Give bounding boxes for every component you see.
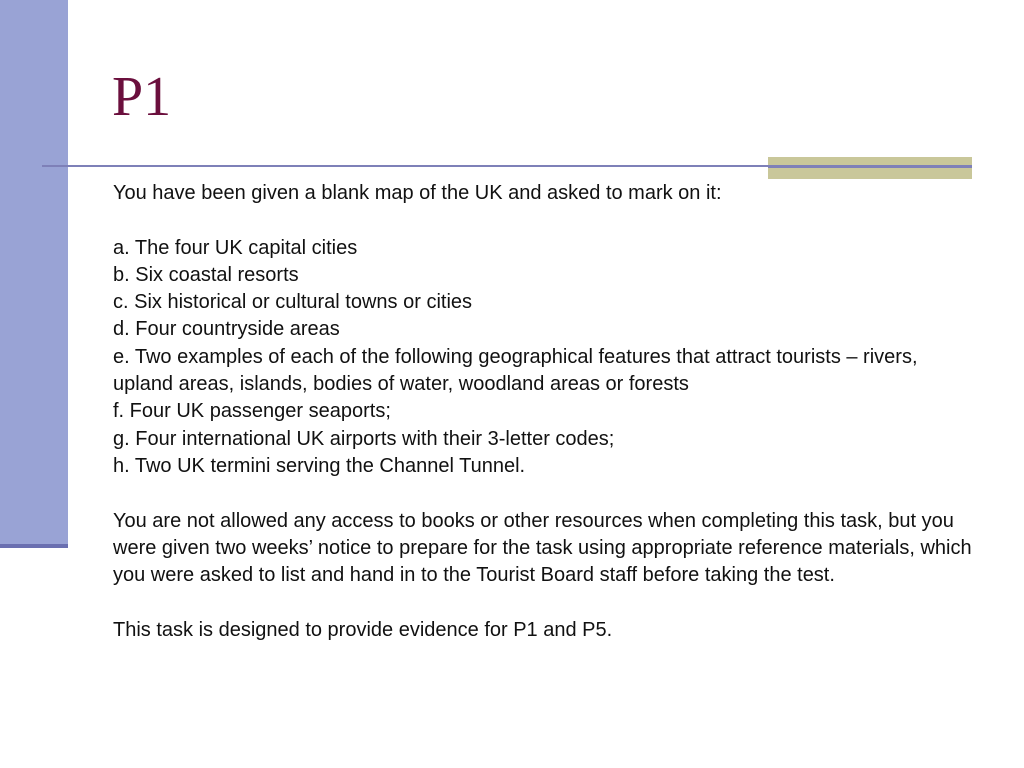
spacer <box>113 207 973 234</box>
list-item-b: b. Six coastal resorts <box>113 263 299 286</box>
slide-title: P1 <box>112 66 172 128</box>
intro-text: You have been given a blank map of the UK and asked to mark on it: <box>113 182 722 204</box>
list-item-f: f. Four UK passenger seaports; <box>113 400 391 423</box>
list-item-c: c. Six historical or cultural towns or cities <box>113 291 473 314</box>
instructions-paragraph: You are not allowed any access to books or other resources when completing this task, but you were given two weeks’ notice to prepare for the task using appropriate reference materials, which you were asked to list and hand in to the Tourist Board staff before taking the test. <box>113 509 972 587</box>
left-bar-bottom-edge <box>0 544 68 548</box>
spacer <box>113 480 973 507</box>
left-decorative-bar <box>0 0 68 546</box>
slide-body <box>113 180 973 644</box>
list-item-a: a. The four UK capital cities <box>113 236 358 259</box>
list-item-d: d. Four countryside areas <box>113 318 340 341</box>
list-item-h: h. Two UK termini serving the Channel Tunnel. <box>113 454 526 477</box>
accent-divider <box>768 165 972 168</box>
spacer <box>113 589 973 616</box>
list-item-g: g. Four international UK airports with their 3-letter codes; <box>113 427 615 450</box>
list-item-e: e. Two examples of each of the following geographical features that attract tourists – rivers, upland areas, islands, bodies of water, woodland areas or forests <box>113 345 918 396</box>
accent-block <box>768 157 972 179</box>
evidence-note: This task is designed to provide evidence for P1 and P5. <box>113 618 613 641</box>
